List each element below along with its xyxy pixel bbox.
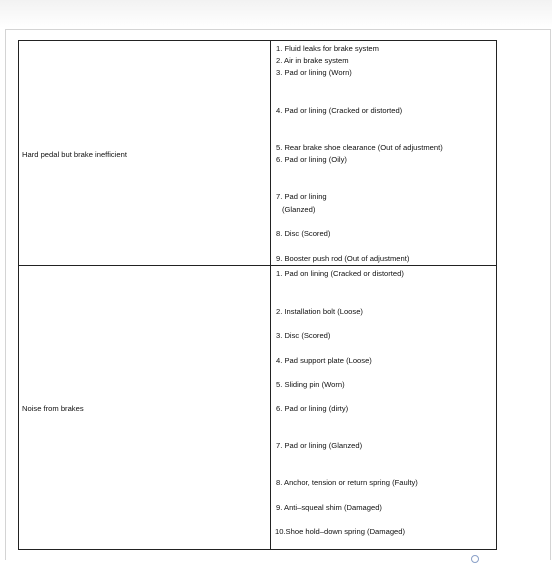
column-divider — [270, 41, 271, 549]
cause-item: 3. Pad or lining (Worn) — [276, 68, 352, 77]
cause-item: 8. Anchor, tension or return spring (Faulty) — [276, 478, 418, 487]
cause-item: 8. Disc (Scored) — [276, 229, 331, 238]
cause-item: 5. Sliding pin (Worn) — [276, 380, 345, 389]
cause-item-continuation: (Glanzed) — [282, 205, 316, 214]
document-page — [5, 29, 551, 560]
cause-item: 2. Air in brake system — [276, 56, 349, 65]
cause-item: 9. Booster push rod (Out of adjustment) — [276, 254, 410, 263]
troubleshooting-table — [18, 40, 497, 550]
symptom-cell: Hard pedal but brake inefficient — [22, 150, 127, 159]
scroll-indicator-icon — [471, 555, 479, 563]
cause-item: 1. Fluid leaks for brake system — [276, 44, 379, 53]
cause-item: 4. Pad or lining (Cracked or distorted) — [276, 106, 403, 115]
cause-item: 9. Anti–squeal shim (Damaged) — [276, 503, 382, 512]
symptom-cell: Noise from brakes — [22, 404, 84, 413]
cause-item: 5. Rear brake shoe clearance (Out of adjustment) — [276, 143, 443, 152]
cause-item: 6. Pad or lining (dirty) — [276, 404, 349, 413]
cause-item: 4. Pad support plate (Loose) — [276, 356, 372, 365]
cause-item: 1. Pad on lining (Cracked or distorted) — [276, 269, 404, 278]
top-shadow — [0, 0, 552, 28]
cause-item: 6. Pad or lining (Oily) — [276, 155, 347, 164]
cause-item: 3. Disc (Scored) — [276, 331, 331, 340]
cause-item: 7. Pad or lining (Glanzed) — [276, 441, 363, 450]
cause-item: 7. Pad or lining — [276, 192, 327, 201]
row-divider — [19, 265, 496, 266]
cause-item: 10.Shoe hold–down spring (Damaged) — [275, 527, 406, 536]
cause-item: 2. Installation bolt (Loose) — [276, 307, 363, 316]
